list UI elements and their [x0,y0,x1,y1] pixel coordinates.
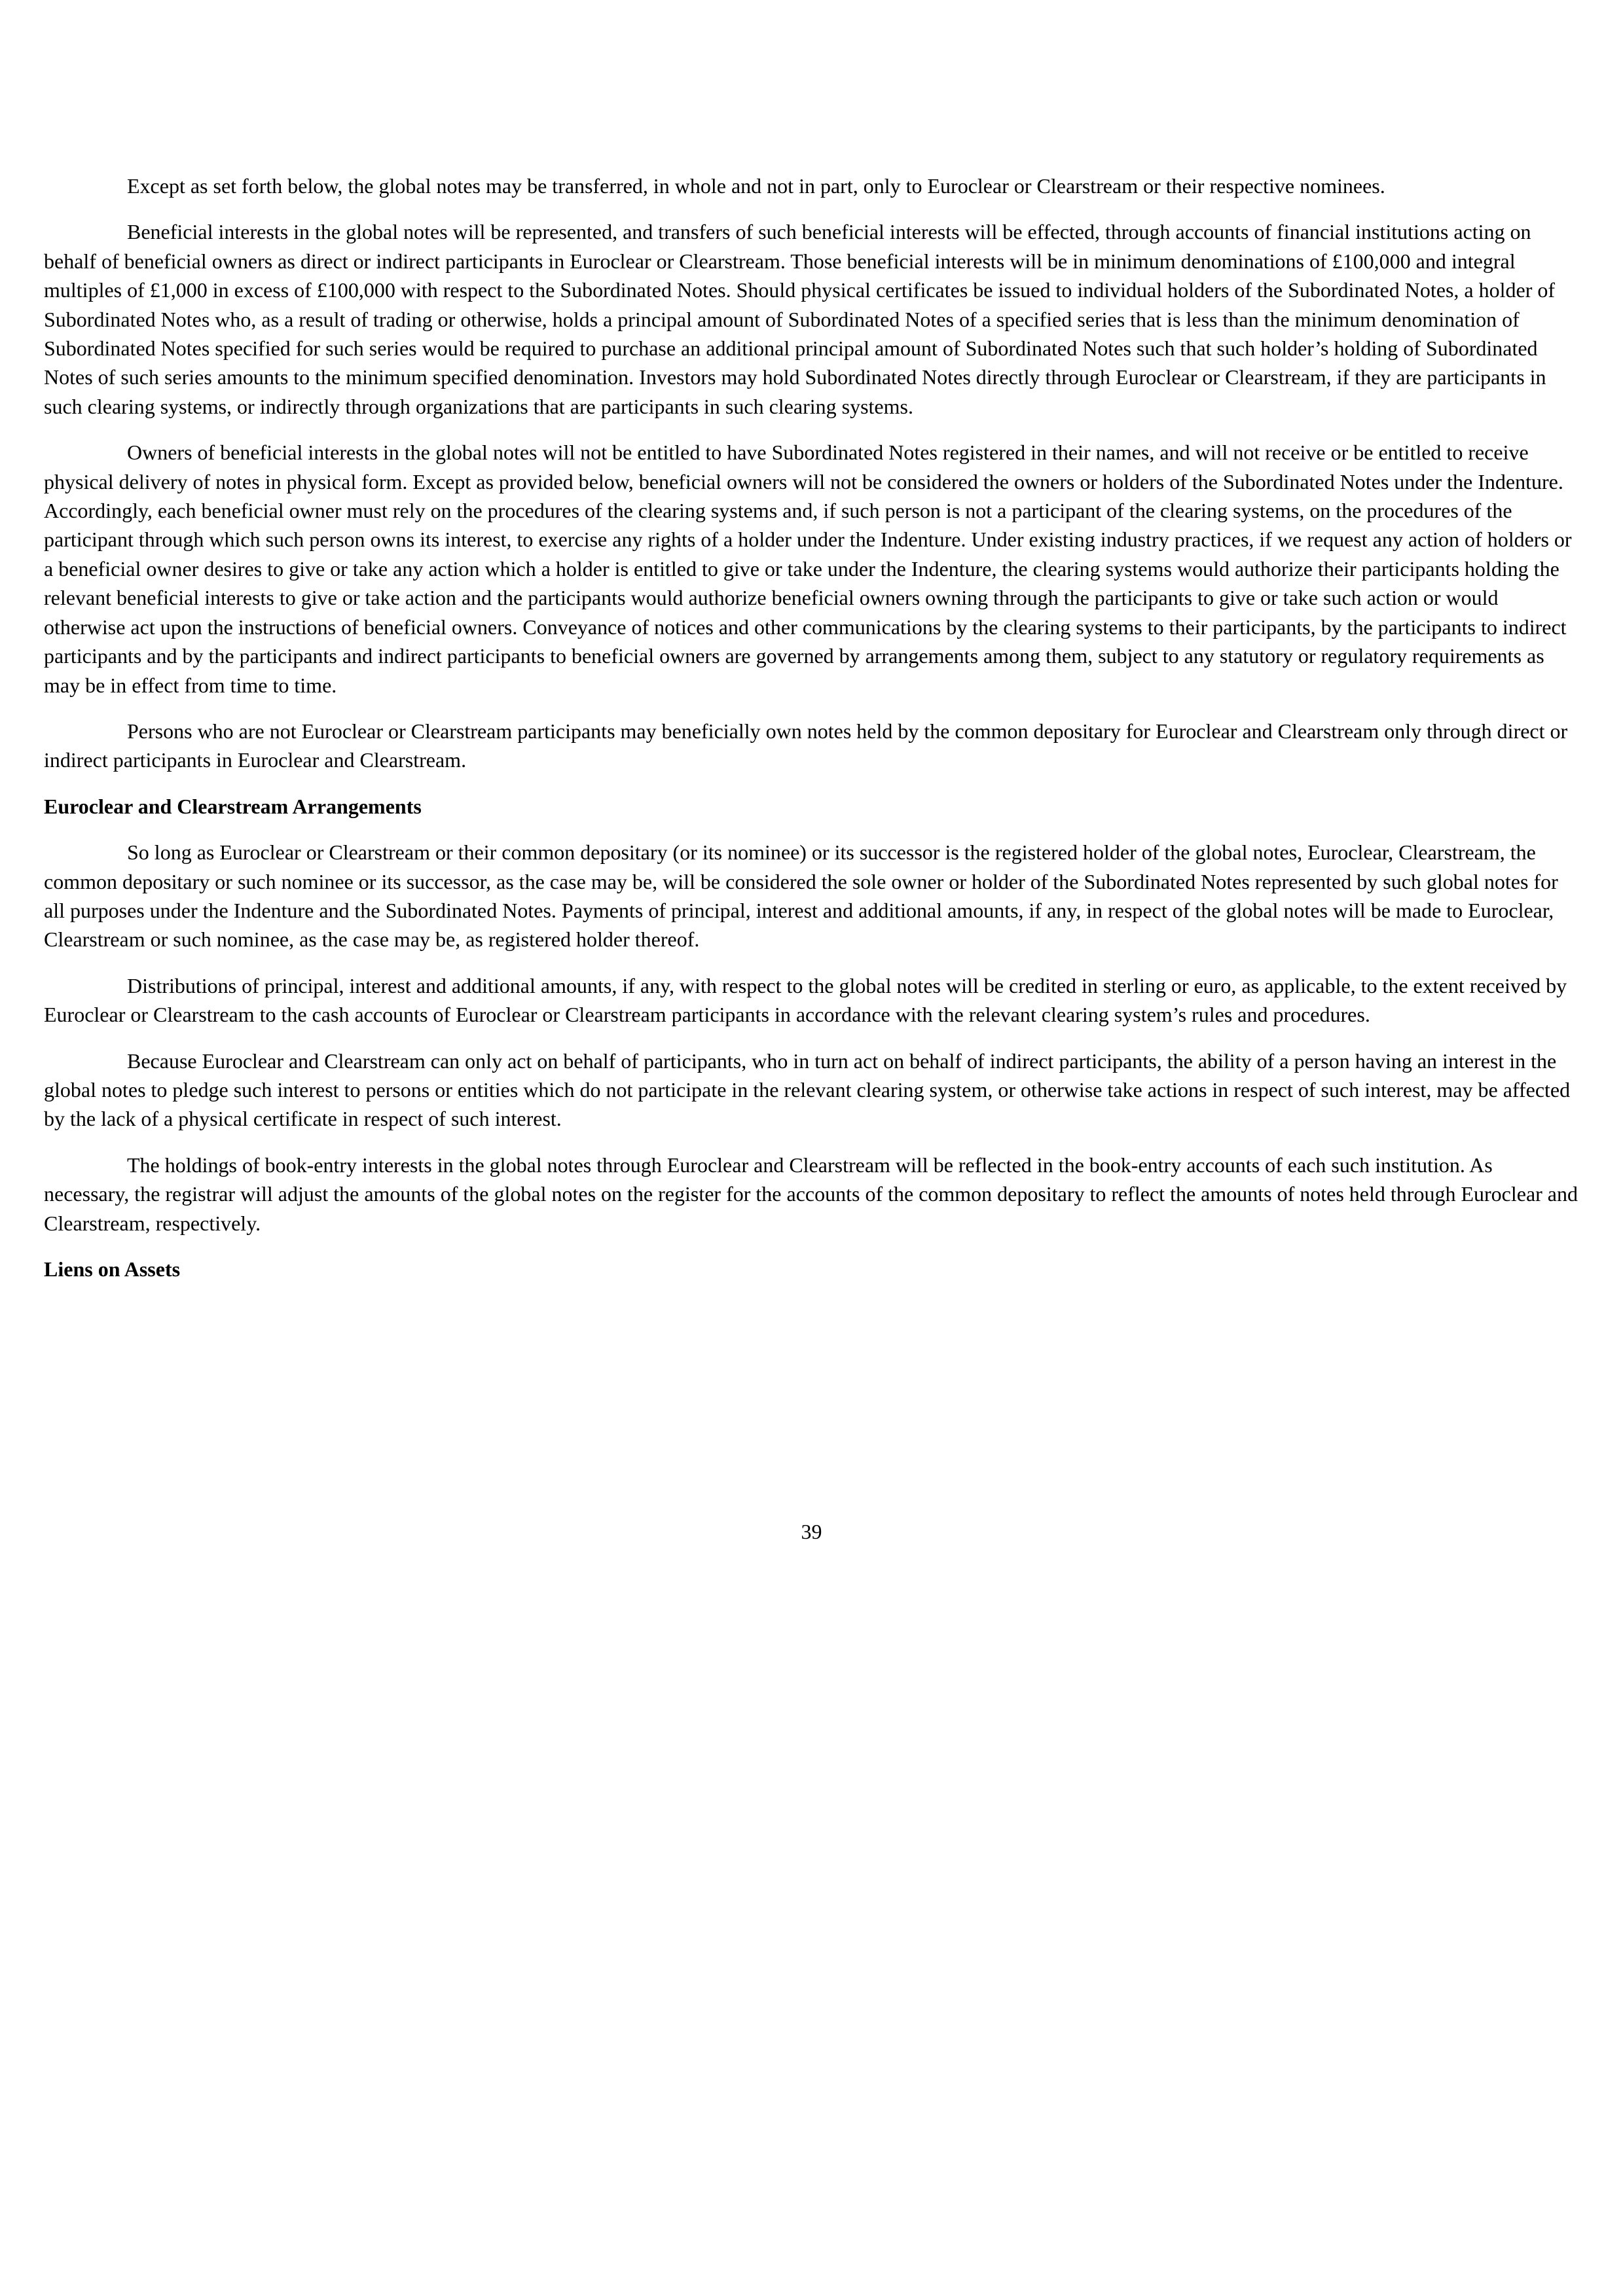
paragraph-distributions: Distributions of principal, interest and additional amounts, if any, with respect to the global notes will be credited in sterling or euro, as applicable, to the extent received by Euroclear or Clearstream to the cash accounts of Euroclear or Clearstream participants in accordance with the relevant clearing system’s rules and procedures. [44,973,1567,1027]
paragraph-transfer-restriction: Except as set forth below, the global notes may be transferred, in whole and not in part, only to Euroclear or Clearstream or their respective nominees. [127,174,1385,198]
section-heading-euroclear-clearstream: Euroclear and Clearstream Arrangements [44,794,422,818]
paragraph-non-participants: Persons who are not Euroclear or Clearstream participants may beneficially own notes held by the common depositary for Euroclear and Clearstream only through direct or indirect participants in Euroclear and Clearstream. [44,719,1568,772]
document-body [44,171,1580,1300]
paragraph-beneficial-interests: Beneficial interests in the global notes will be represented, and transfers of such beneficial interests will be effected, through accounts of financial institutions acting on behalf of beneficial owners as direct or indirect participants in Euroclear or Clearstream. Those beneficial interests will be in minimum denominations of £100,000 and integral multiples of £1,000 in excess of £100,000 with respect to the Subordinated Notes. Should physical certificates be issued to individual holders of the Subordinated Notes, a holder of Subordinated Notes who, as a result of trading or otherwise, holds a principal amount of Subordinated Notes of a specified series that is less than the minimum denomination of Subordinated Notes specified for such series would be required to purchase an additional principal amount of Subordinated Notes such that such holder’s holding of Subordinated Notes of such series amounts to the minimum specified denomination. Investors may hold Subordinated Notes directly through Euroclear or Clearstream, if they are participants in such clearing systems, or indirectly through organizations that are participants in such clearing systems. [44,220,1555,418]
paragraph-book-entry-holdings: The holdings of book-entry interests in the global notes through Euroclear and Clearstream will be reflected in the book-entry accounts of each such institution. As necessary, the registrar will adjust the amounts of the global notes on the register for the accounts of the common depositary to reflect the amounts of notes held through Euroclear and Clearstream, respectively. [44,1153,1578,1235]
page-number: 39 [801,1520,822,1543]
section-heading-liens-on-assets: Liens on Assets [44,1257,181,1281]
paragraph-pledge-limitations: Because Euroclear and Clearstream can only act on behalf of participants, who in turn act on behalf of indirect participants, the ability of a person having an interest in the global notes to pledge such interest to persons or entities which do not participate in the relevant clearing system, or otherwise take actions in respect of such interest, may be affected by the lack of a physical certificate in respect of such interest. [44,1049,1571,1131]
paragraph-owners-of-beneficial-interests: Owners of beneficial interests in the global notes will not be entitled to have Subordinated Notes registered in their names, and will not receive or be entitled to receive physical delivery of notes in physical form. Except as provided below, beneficial owners will not be considered the owners or holders of the Subordinated Notes under the Indenture. Accordingly, each beneficial owner must rely on the procedures of the clearing systems and, if such person is not a participant of the clearing systems, on the procedures of the participant through which such person owns its interest, to exercise any rights of a holder under the Indenture. Under existing industry practices, if we request any action of holders or a beneficial owner desires to give or take any action which a holder is entitled to give or take under the Indenture, the clearing systems would authorize their participants holding the relevant beneficial interests to give or take action and the participants would authorize beneficial owners owning through the participants to give or take such action or would otherwise act upon the instructions of beneficial owners. Conveyance of notices and other communications by the clearing systems to their participants, by the participants to indirect participants and by the participants and indirect participants to beneficial owners are governed by arrangements among them, subject to any statutory or regulatory requirements as may be in effect from time to time. [44,440,1572,697]
paragraph-registered-holder: So long as Euroclear or Clearstream or their common depositary (or its nominee) or its successor is the registered holder of the global notes, Euroclear, Clearstream, the common depositary or such nominee or its successor, as the case may be, will be considered the sole owner or holder of the Subordinated Notes represented by such global notes for all purposes under the Indenture and the Subordinated Notes. Payments of principal, interest and additional amounts, if any, in respect of the global notes will be made to Euroclear, Clearstream or such nominee, as the case may be, as registered holder thereof. [44,840,1558,952]
